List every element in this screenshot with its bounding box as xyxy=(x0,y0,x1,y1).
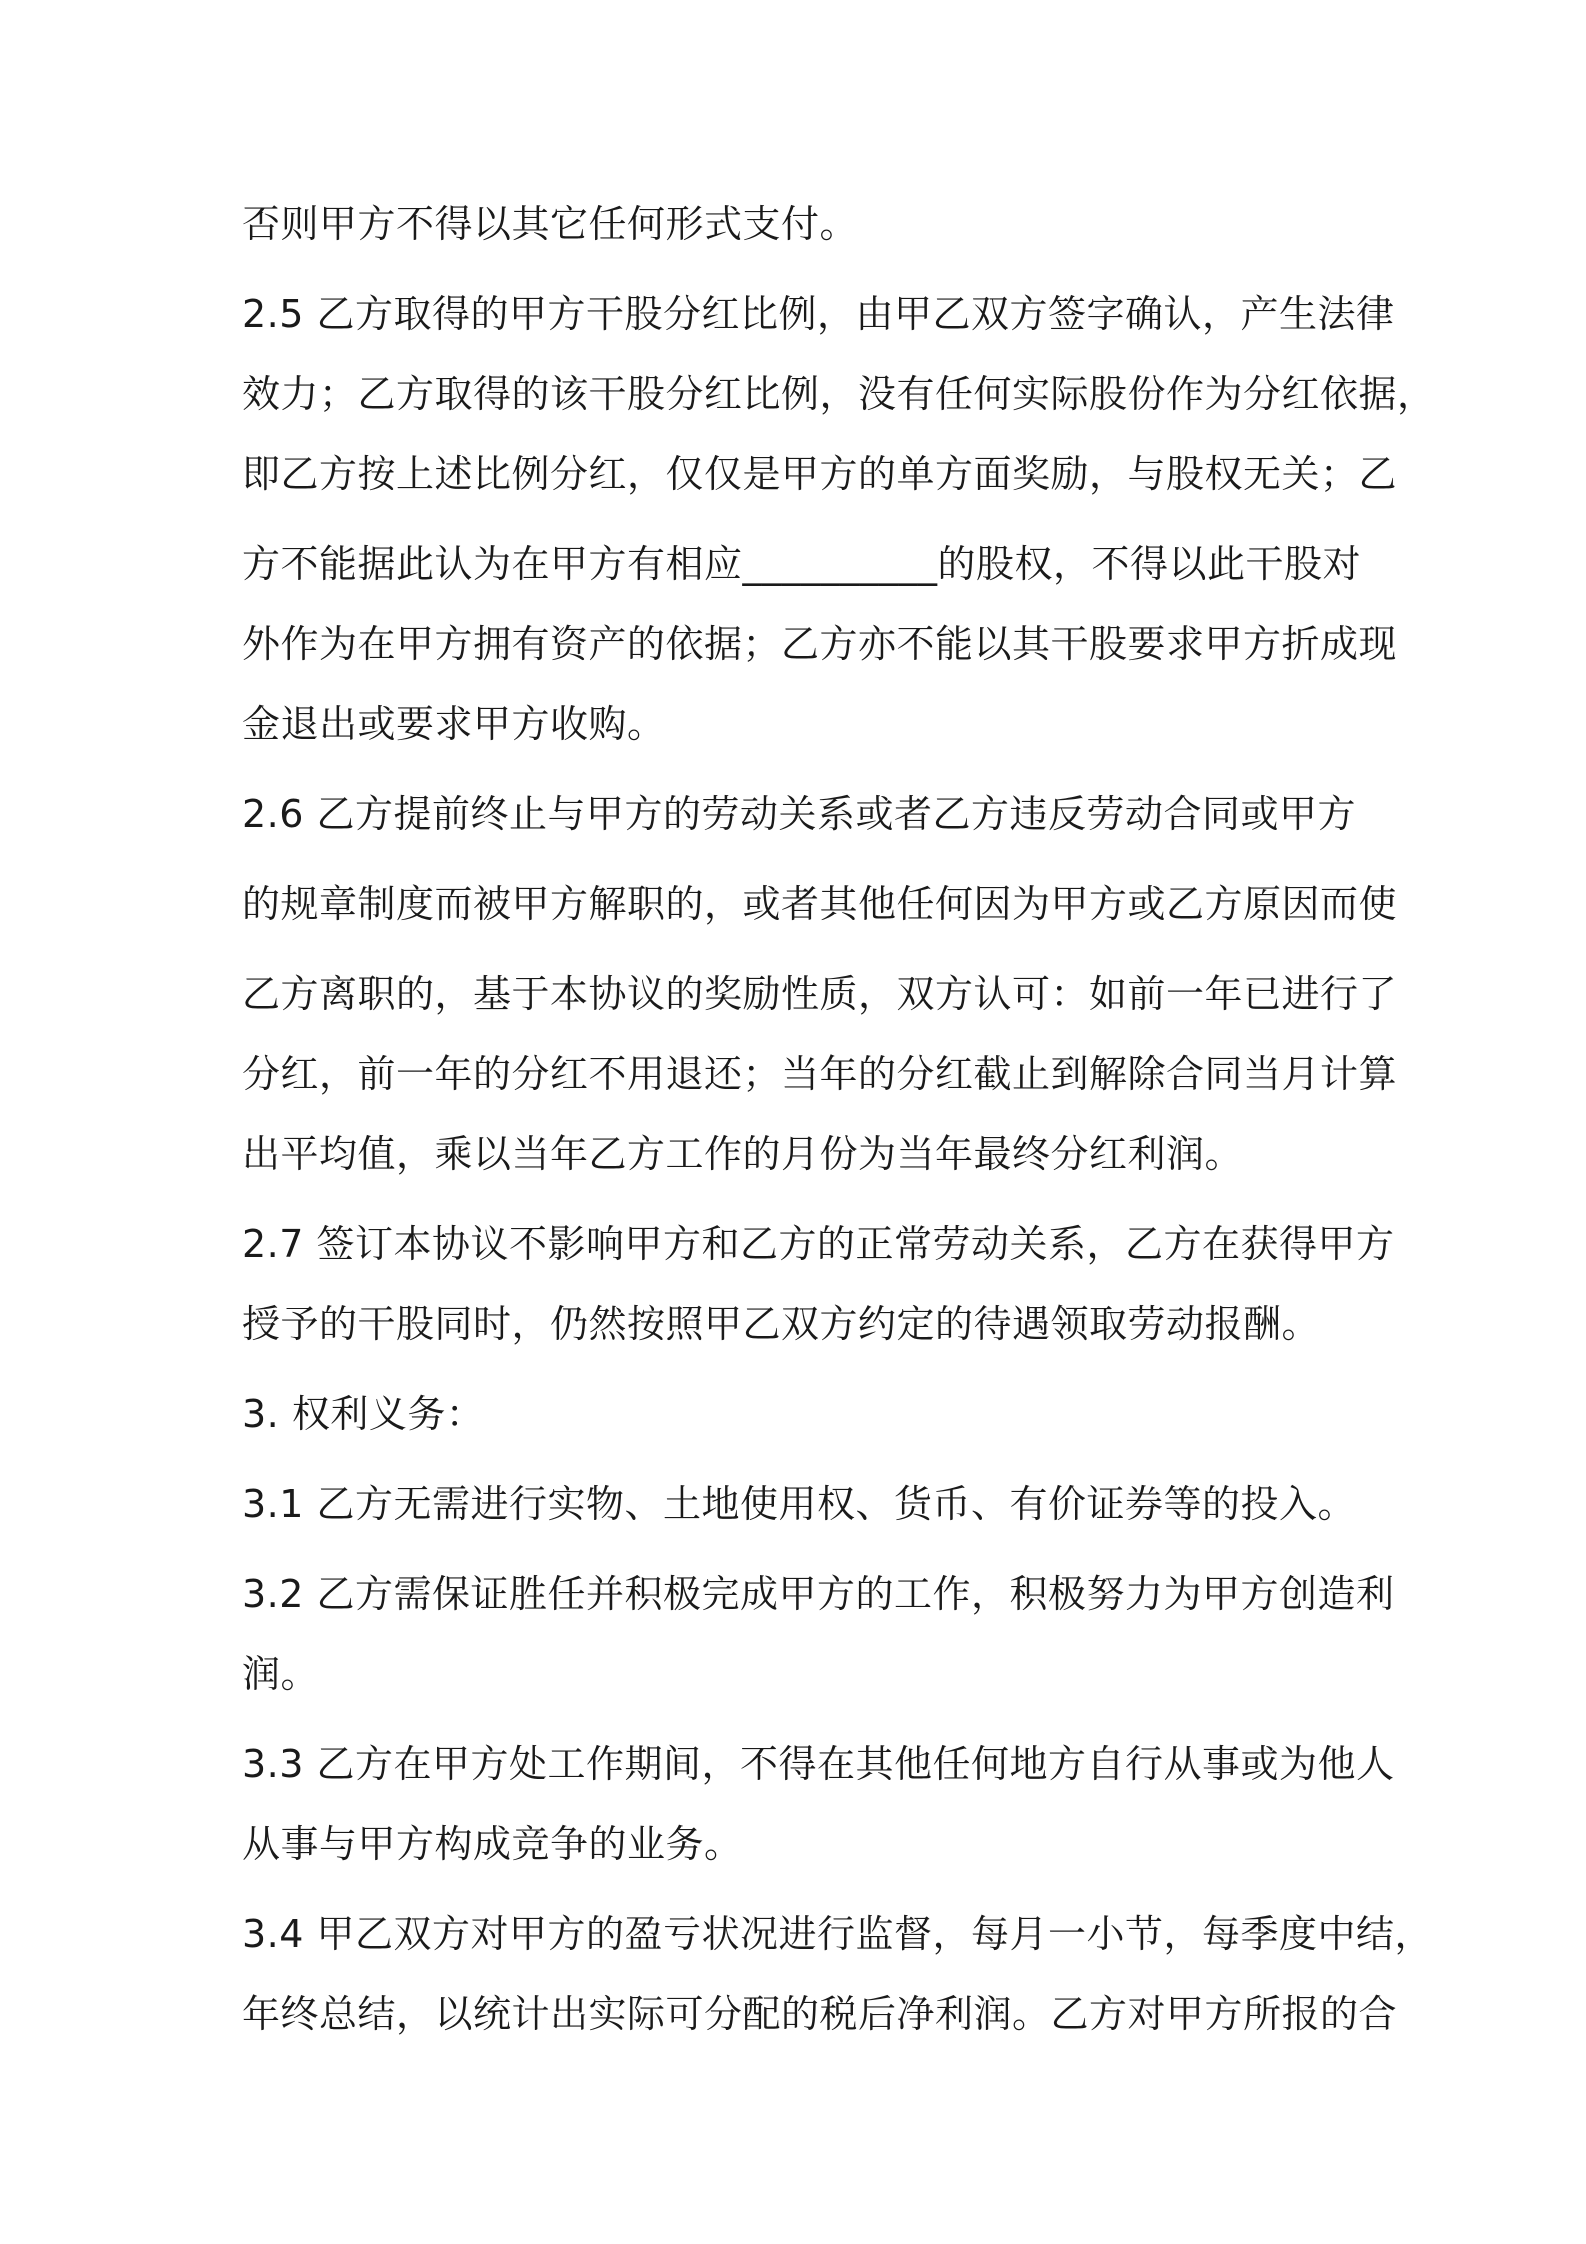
text-line: 3. 权利义务： xyxy=(242,1392,485,1436)
text-line: 乙方离职的，基于本协议的奖励性质，双方认可：如前一年已进行了 xyxy=(242,972,1398,1016)
text-line: 3.1 乙方无需进行实物、土地使用权、货币、有价证券等的投入。 xyxy=(242,1482,1357,1526)
text-line: 金退出或要求甲方收购。 xyxy=(242,702,666,746)
text-line: 2.6 乙方提前终止与甲方的劳动关系或者乙方违反劳动合同或甲方 xyxy=(242,792,1357,836)
text-line: 3.2 乙方需保证胜任并积极完成甲方的工作，积极努力为甲方创造利 xyxy=(242,1572,1395,1616)
text-line: 从事与甲方构成竞争的业务。 xyxy=(242,1822,743,1866)
text-line: 效力；乙方取得的该干股分红比例，没有任何实际股份作为分红依据， xyxy=(242,372,1436,416)
text-line: 年终总结，以统计出实际可分配的税后净利润。乙方对甲方所报的合 xyxy=(242,1992,1398,2036)
text-line: 出平均值，乘以当年乙方工作的月份为当年最终分红利润。 xyxy=(242,1132,1244,1176)
text-line: 2.7 签订本协议不影响甲方和乙方的正常劳动关系，乙方在获得甲方 xyxy=(242,1222,1395,1266)
text-line: 3.3 乙方在甲方处工作期间，不得在其他任何地方自行从事或为他人 xyxy=(242,1742,1395,1786)
text-line: 授予的干股同时，仍然按照甲乙双方约定的待遇领取劳动报酬。 xyxy=(242,1302,1321,1346)
text-line: 否则甲方不得以其它任何形式支付。 xyxy=(242,202,859,246)
text-line: 的规章制度而被甲方解职的，或者其他任何因为甲方或乙方原因而使 xyxy=(242,882,1398,926)
text-line: 外作为在甲方拥有资产的依据；乙方亦不能以其干股要求甲方折成现 xyxy=(242,622,1398,666)
text-line: 2.5 乙方取得的甲方干股分红比例，由甲乙双方签字确认，产生法律 xyxy=(242,292,1395,336)
document-body xyxy=(242,196,1436,2042)
text-line: 3.4 甲乙双方对甲方的盈亏状况进行监督，每月一小节，每季度中结， xyxy=(242,1912,1434,1956)
text-line: 方不能据此认为在甲方有相应__________的股权，不得以此干股对 xyxy=(242,542,1362,586)
text-line: 分红，前一年的分红不用退还；当年的分红截止到解除合同当月计算 xyxy=(242,1052,1398,1096)
text-line: 即乙方按上述比例分红，仅仅是甲方的单方面奖励，与股权无关；乙 xyxy=(242,452,1398,496)
text-line: 润。 xyxy=(242,1652,320,1696)
